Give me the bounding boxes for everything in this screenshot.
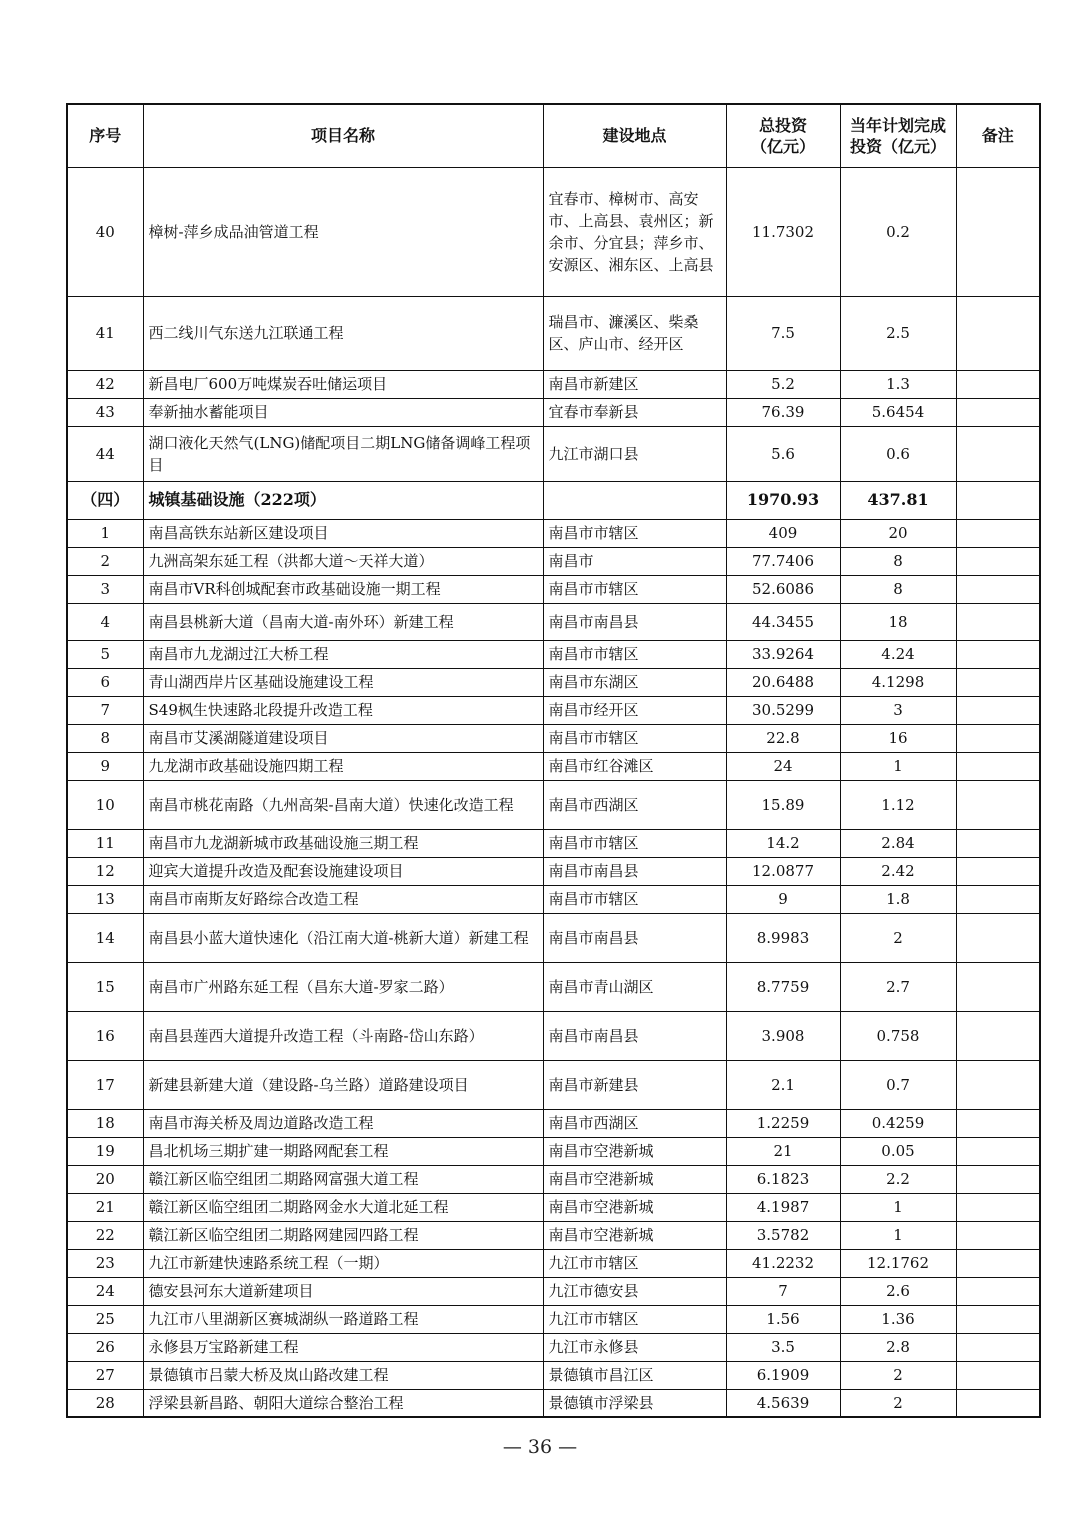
- cell-note: [956, 575, 1040, 603]
- cell-year-plan: 0.05: [840, 1137, 956, 1165]
- cell-location: 南昌市市辖区: [543, 885, 726, 913]
- cell-location: 宜春市、樟树市、高安市、上高县、袁州区；新余市、分宜县；萍乡市、安源区、湘东区、上高县: [543, 167, 726, 296]
- cell-year-plan: 1.3: [840, 370, 956, 398]
- table-row: [67, 1333, 1040, 1361]
- cell-project-name: 南昌高铁东站新区建设项目: [143, 519, 543, 547]
- table-row: [67, 1060, 1040, 1109]
- cell-location: 南昌市西湖区: [543, 780, 726, 829]
- cell-project-name: 新昌电厂600万吨煤炭吞吐储运项目: [143, 370, 543, 398]
- cell-total-investment: 30.5299: [726, 696, 840, 724]
- cell-no: 23: [67, 1249, 143, 1277]
- cell-project-name: 青山湖西岸片区基础设施建设工程: [143, 668, 543, 696]
- cell-year-plan: 12.1762: [840, 1249, 956, 1277]
- cell-project-name: 奉新抽水蓄能项目: [143, 398, 543, 426]
- cell-total-investment: 15.89: [726, 780, 840, 829]
- cell-note: [956, 1333, 1040, 1361]
- cell-total-investment: 21: [726, 1137, 840, 1165]
- table-row: [67, 603, 1040, 640]
- cell-location: 南昌市南昌县: [543, 603, 726, 640]
- cell-project-name: 南昌县小蓝大道快速化（沿江南大道-桃新大道）新建工程: [143, 913, 543, 962]
- cell-total-investment: 7.5: [726, 296, 840, 370]
- cell-project-name: 城镇基础设施（222项）: [143, 481, 543, 519]
- cell-note: [956, 1137, 1040, 1165]
- cell-total-investment: 11.7302: [726, 167, 840, 296]
- cell-no: 5: [67, 640, 143, 668]
- cell-year-plan: 1.12: [840, 780, 956, 829]
- cell-no: 43: [67, 398, 143, 426]
- cell-project-name: 永修县万宝路新建工程: [143, 1333, 543, 1361]
- cell-location: 南昌市市辖区: [543, 640, 726, 668]
- cell-project-name: 南昌县莲西大道提升改造工程（斗南路-岱山东路）: [143, 1011, 543, 1060]
- table-row: [67, 913, 1040, 962]
- table-row: [67, 296, 1040, 370]
- cell-note: [956, 780, 1040, 829]
- cell-year-plan: 2.6: [840, 1277, 956, 1305]
- cell-project-name: 新建县新建大道（建设路-乌兰路）道路建设项目: [143, 1060, 543, 1109]
- cell-note: [956, 752, 1040, 780]
- cell-note: [956, 603, 1040, 640]
- cell-year-plan: 8: [840, 547, 956, 575]
- cell-total-investment: 7: [726, 1277, 840, 1305]
- cell-project-name: 南昌市桃花南路（九州高架-昌南大道）快速化改造工程: [143, 780, 543, 829]
- cell-no: 18: [67, 1109, 143, 1137]
- cell-note: [956, 426, 1040, 481]
- cell-total-investment: 33.9264: [726, 640, 840, 668]
- cell-total-investment: 409: [726, 519, 840, 547]
- cell-year-plan: 437.81: [840, 481, 956, 519]
- table-row: [67, 167, 1040, 296]
- header-note: 备注: [956, 104, 1040, 167]
- cell-location: 南昌市东湖区: [543, 668, 726, 696]
- cell-project-name: 九龙湖市政基础设施四期工程: [143, 752, 543, 780]
- cell-total-investment: 4.5639: [726, 1389, 840, 1417]
- cell-year-plan: 16: [840, 724, 956, 752]
- cell-year-plan: 2: [840, 913, 956, 962]
- table-row: [67, 1109, 1040, 1137]
- cell-location: 南昌市红谷滩区: [543, 752, 726, 780]
- cell-total-investment: 1.56: [726, 1305, 840, 1333]
- cell-no: 6: [67, 668, 143, 696]
- header-name: 项目名称: [143, 104, 543, 167]
- cell-note: [956, 481, 1040, 519]
- cell-location: 南昌市空港新城: [543, 1221, 726, 1249]
- cell-note: [956, 1277, 1040, 1305]
- cell-total-investment: 77.7406: [726, 547, 840, 575]
- cell-location: 南昌市南昌县: [543, 913, 726, 962]
- cell-total-investment: 76.39: [726, 398, 840, 426]
- table-row: [67, 1137, 1040, 1165]
- cell-location: 景德镇市昌江区: [543, 1361, 726, 1389]
- cell-no: 13: [67, 885, 143, 913]
- cell-note: [956, 640, 1040, 668]
- cell-year-plan: 0.4259: [840, 1109, 956, 1137]
- cell-total-investment: 1970.93: [726, 481, 840, 519]
- cell-note: [956, 547, 1040, 575]
- cell-total-investment: 22.8: [726, 724, 840, 752]
- table-row: [67, 780, 1040, 829]
- cell-total-investment: 52.6086: [726, 575, 840, 603]
- page-number: — 36 —: [502, 1436, 578, 1458]
- cell-year-plan: 2.84: [840, 829, 956, 857]
- cell-project-name: 西二线川气东送九江联通工程: [143, 296, 543, 370]
- cell-no: 22: [67, 1221, 143, 1249]
- table-row: [67, 1221, 1040, 1249]
- cell-note: [956, 1361, 1040, 1389]
- cell-no: 9: [67, 752, 143, 780]
- table-row: [67, 370, 1040, 398]
- cell-location: 南昌市新建县: [543, 1060, 726, 1109]
- cell-location: 九江市市辖区: [543, 1249, 726, 1277]
- cell-no: 41: [67, 296, 143, 370]
- cell-location: 景德镇市浮梁县: [543, 1389, 726, 1417]
- cell-year-plan: 0.2: [840, 167, 956, 296]
- cell-no: 20: [67, 1165, 143, 1193]
- cell-note: [956, 668, 1040, 696]
- table-row: [67, 668, 1040, 696]
- cell-total-investment: 6.1909: [726, 1361, 840, 1389]
- cell-year-plan: 3: [840, 696, 956, 724]
- table-row: [67, 547, 1040, 575]
- cell-location: 瑞昌市、濂溪区、柴桑区、庐山市、经开区: [543, 296, 726, 370]
- cell-location: 九江市永修县: [543, 1333, 726, 1361]
- cell-no: 11: [67, 829, 143, 857]
- cell-project-name: 九洲高架东延工程（洪都大道～天祥大道）: [143, 547, 543, 575]
- table-row: [67, 1277, 1040, 1305]
- cell-note: [956, 1193, 1040, 1221]
- cell-note: [956, 519, 1040, 547]
- table-row: [67, 1011, 1040, 1060]
- cell-total-investment: 3.5: [726, 1333, 840, 1361]
- cell-total-investment: 24: [726, 752, 840, 780]
- cell-year-plan: 1: [840, 1193, 956, 1221]
- cell-total-investment: 14.2: [726, 829, 840, 857]
- cell-year-plan: 0.7: [840, 1060, 956, 1109]
- cell-total-investment: 3.908: [726, 1011, 840, 1060]
- cell-total-investment: 3.5782: [726, 1221, 840, 1249]
- cell-year-plan: 1: [840, 1221, 956, 1249]
- cell-project-name: 九江市八里湖新区赛城湖纵一路道路工程: [143, 1305, 543, 1333]
- cell-total-investment: 8.9983: [726, 913, 840, 962]
- table-row: [67, 1361, 1040, 1389]
- cell-note: [956, 1305, 1040, 1333]
- cell-location: [543, 481, 726, 519]
- cell-no: 24: [67, 1277, 143, 1305]
- table-row: [67, 962, 1040, 1011]
- cell-no: 12: [67, 857, 143, 885]
- cell-year-plan: 18: [840, 603, 956, 640]
- cell-project-name: 南昌市艾溪湖隧道建设项目: [143, 724, 543, 752]
- cell-total-investment: 5.6: [726, 426, 840, 481]
- cell-project-name: 德安县河东大道新建项目: [143, 1277, 543, 1305]
- cell-location: 南昌市市辖区: [543, 519, 726, 547]
- cell-note: [956, 398, 1040, 426]
- cell-total-investment: 8.7759: [726, 962, 840, 1011]
- cell-location: 南昌市市辖区: [543, 829, 726, 857]
- cell-year-plan: 1.8: [840, 885, 956, 913]
- cell-no: 42: [67, 370, 143, 398]
- cell-note: [956, 1109, 1040, 1137]
- cell-year-plan: 2: [840, 1389, 956, 1417]
- cell-year-plan: 1.36: [840, 1305, 956, 1333]
- cell-project-name: S49枫生快速路北段提升改造工程: [143, 696, 543, 724]
- table-row: [67, 829, 1040, 857]
- cell-project-name: 迎宾大道提升改造及配套设施建设项目: [143, 857, 543, 885]
- table-row: [67, 426, 1040, 481]
- cell-year-plan: 0.758: [840, 1011, 956, 1060]
- project-table: [66, 103, 1041, 1418]
- cell-location: 九江市市辖区: [543, 1305, 726, 1333]
- cell-no: 28: [67, 1389, 143, 1417]
- cell-location: 南昌市: [543, 547, 726, 575]
- cell-year-plan: 0.6: [840, 426, 956, 481]
- table-row: [67, 857, 1040, 885]
- cell-location: 南昌市南昌县: [543, 857, 726, 885]
- table-row: [67, 519, 1040, 547]
- cell-project-name: 赣江新区临空组团二期路网富强大道工程: [143, 1165, 543, 1193]
- cell-no: 7: [67, 696, 143, 724]
- cell-location: 南昌市青山湖区: [543, 962, 726, 1011]
- cell-location: 南昌市市辖区: [543, 575, 726, 603]
- cell-no: 21: [67, 1193, 143, 1221]
- header-no: 序号: [67, 104, 143, 167]
- cell-total-investment: 6.1823: [726, 1165, 840, 1193]
- cell-year-plan: 4.24: [840, 640, 956, 668]
- table-row: [67, 575, 1040, 603]
- cell-location: 九江市德安县: [543, 1277, 726, 1305]
- cell-no: （四）: [67, 481, 143, 519]
- cell-year-plan: 2: [840, 1361, 956, 1389]
- cell-project-name: 南昌市九龙湖新城市政基础设施三期工程: [143, 829, 543, 857]
- cell-total-investment: 41.2232: [726, 1249, 840, 1277]
- cell-project-name: 南昌市VR科创城配套市政基础设施一期工程: [143, 575, 543, 603]
- cell-no: 27: [67, 1361, 143, 1389]
- cell-no: 16: [67, 1011, 143, 1060]
- cell-note: [956, 1249, 1040, 1277]
- table-row: [67, 1305, 1040, 1333]
- table-row: [67, 885, 1040, 913]
- header-total-investment: 总投资 （亿元）: [726, 104, 840, 167]
- cell-total-investment: 4.1987: [726, 1193, 840, 1221]
- cell-year-plan: 1: [840, 752, 956, 780]
- table-row: [67, 1249, 1040, 1277]
- cell-no: 3: [67, 575, 143, 603]
- cell-project-name: 赣江新区临空组团二期路网建园四路工程: [143, 1221, 543, 1249]
- cell-note: [956, 885, 1040, 913]
- cell-total-investment: 20.6488: [726, 668, 840, 696]
- cell-note: [956, 962, 1040, 1011]
- cell-location: 南昌市南昌县: [543, 1011, 726, 1060]
- cell-year-plan: 8: [840, 575, 956, 603]
- cell-no: 1: [67, 519, 143, 547]
- cell-location: 南昌市空港新城: [543, 1165, 726, 1193]
- cell-location: 宜春市奉新县: [543, 398, 726, 426]
- cell-location: 九江市湖口县: [543, 426, 726, 481]
- cell-project-name: 昌北机场三期扩建一期路网配套工程: [143, 1137, 543, 1165]
- cell-project-name: 南昌市南斯友好路综合改造工程: [143, 885, 543, 913]
- table-row: [67, 1165, 1040, 1193]
- cell-year-plan: 2.5: [840, 296, 956, 370]
- table-row: [67, 1193, 1040, 1221]
- cell-note: [956, 1221, 1040, 1249]
- cell-project-name: 景德镇市吕蒙大桥及岚山路改建工程: [143, 1361, 543, 1389]
- cell-project-name: 南昌县桃新大道（昌南大道-南外环）新建工程: [143, 603, 543, 640]
- cell-project-name: 九江市新建快速路系统工程（一期）: [143, 1249, 543, 1277]
- cell-project-name: 湖口液化天然气(LNG)储配项目二期LNG储备调峰工程项目: [143, 426, 543, 481]
- header-location: 建设地点: [543, 104, 726, 167]
- header-year-plan: 当年计划完成 投资（亿元）: [840, 104, 956, 167]
- cell-year-plan: 2.8: [840, 1333, 956, 1361]
- cell-year-plan: 20: [840, 519, 956, 547]
- cell-note: [956, 1389, 1040, 1417]
- cell-note: [956, 1011, 1040, 1060]
- table-body: [67, 167, 1040, 1417]
- cell-project-name: 樟树-萍乡成品油管道工程: [143, 167, 543, 296]
- table-row: [67, 398, 1040, 426]
- table-row: [67, 752, 1040, 780]
- cell-location: 南昌市西湖区: [543, 1109, 726, 1137]
- cell-year-plan: 4.1298: [840, 668, 956, 696]
- cell-location: 南昌市经开区: [543, 696, 726, 724]
- table-row: [67, 724, 1040, 752]
- cell-no: 25: [67, 1305, 143, 1333]
- cell-location: 南昌市市辖区: [543, 724, 726, 752]
- cell-location: 南昌市空港新城: [543, 1193, 726, 1221]
- cell-note: [956, 696, 1040, 724]
- cell-year-plan: 2.2: [840, 1165, 956, 1193]
- table-row: [67, 1389, 1040, 1417]
- cell-note: [956, 1165, 1040, 1193]
- cell-total-investment: 2.1: [726, 1060, 840, 1109]
- cell-total-investment: 5.2: [726, 370, 840, 398]
- cell-location: 南昌市空港新城: [543, 1137, 726, 1165]
- cell-no: 2: [67, 547, 143, 575]
- cell-total-investment: 44.3455: [726, 603, 840, 640]
- cell-no: 40: [67, 167, 143, 296]
- table-row: [67, 640, 1040, 668]
- cell-project-name: 浮梁县新昌路、朝阳大道综合整治工程: [143, 1389, 543, 1417]
- cell-total-investment: 9: [726, 885, 840, 913]
- cell-note: [956, 296, 1040, 370]
- cell-location: 南昌市新建区: [543, 370, 726, 398]
- cell-project-name: 南昌市海关桥及周边道路改造工程: [143, 1109, 543, 1137]
- table-header: [67, 104, 1040, 167]
- table-row: [67, 696, 1040, 724]
- cell-total-investment: 1.2259: [726, 1109, 840, 1137]
- cell-no: 4: [67, 603, 143, 640]
- cell-project-name: 南昌市九龙湖过江大桥工程: [143, 640, 543, 668]
- cell-no: 17: [67, 1060, 143, 1109]
- cell-note: [956, 857, 1040, 885]
- cell-note: [956, 829, 1040, 857]
- cell-year-plan: 2.7: [840, 962, 956, 1011]
- cell-no: 8: [67, 724, 143, 752]
- cell-note: [956, 1060, 1040, 1109]
- cell-note: [956, 167, 1040, 296]
- cell-no: 19: [67, 1137, 143, 1165]
- cell-no: 14: [67, 913, 143, 962]
- cell-note: [956, 724, 1040, 752]
- cell-note: [956, 913, 1040, 962]
- cell-no: 44: [67, 426, 143, 481]
- cell-no: 15: [67, 962, 143, 1011]
- section-row: [67, 481, 1040, 519]
- cell-year-plan: 5.6454: [840, 398, 956, 426]
- cell-total-investment: 12.0877: [726, 857, 840, 885]
- cell-year-plan: 2.42: [840, 857, 956, 885]
- cell-project-name: 南昌市广州路东延工程（昌东大道-罗家二路）: [143, 962, 543, 1011]
- cell-note: [956, 370, 1040, 398]
- cell-no: 26: [67, 1333, 143, 1361]
- cell-project-name: 赣江新区临空组团二期路网金水大道北延工程: [143, 1193, 543, 1221]
- cell-no: 10: [67, 780, 143, 829]
